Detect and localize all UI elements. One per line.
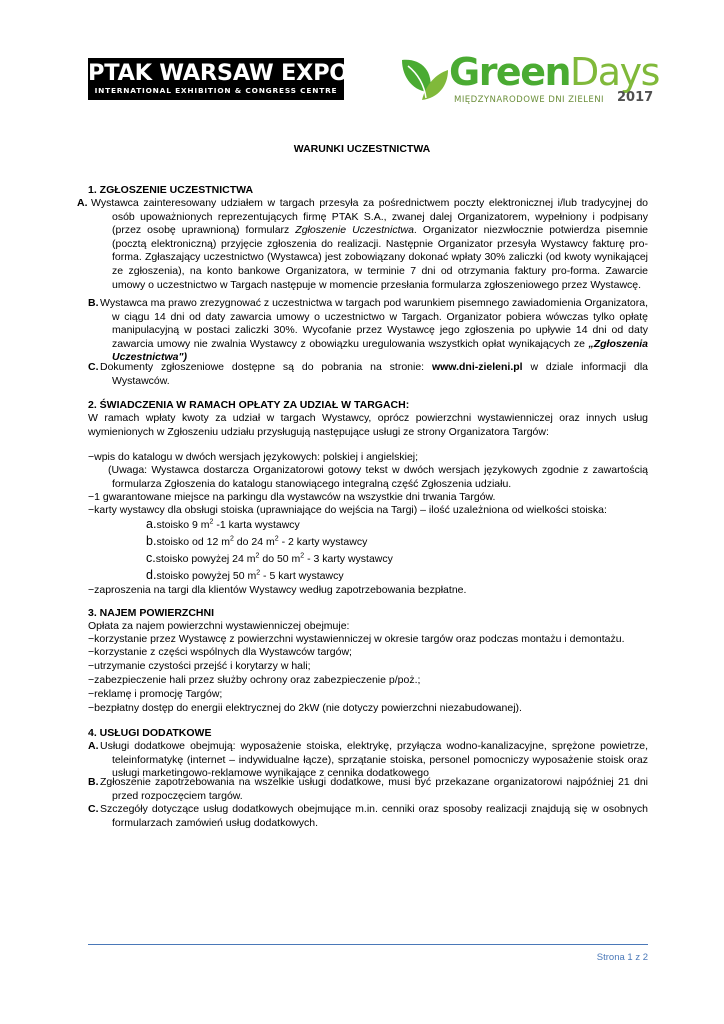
section-4-heading: 4. USŁUGI DODATKOWE	[88, 727, 212, 739]
gd-days-text: Days	[570, 50, 659, 94]
s2-list-c: c.stoisko powyżej 24 $m^2$ do 50 $m^2 - 3$ karty wystawcy	[146, 551, 393, 565]
s4-a-marker: A.	[88, 740, 99, 752]
website-link[interactable]: www.dni-zieleni.pl	[431, 361, 523, 373]
s4-c-marker: C.	[88, 803, 99, 815]
s3-item: −zabezpieczenie hali przez służby ochrony oraz zabezpieczenie p/poż.;	[88, 674, 421, 686]
s3-item: −korzystanie z części wspólnych dla Wystawców targów;	[88, 646, 352, 658]
s1-b-text: Wystawca ma prawo zrezygnować z uczestnictwa w targach pod warunkiem pisemnego zawiadomienia Organizatora, w ciągu 14 dni od daty zawarcia umowy o uczestnictwo w Targach. Organizator pobiera wówczas tylko opłatę manipulacyjną w postaci zaliczki 30%. Wycofanie przez Wystawcę jego zgłoszenia po upływie 14 dni od daty zawarcia umowy nie zwalnia Wystawcy z obowiązku uregulowania wszystkich opłat wynikających ze	[100, 297, 648, 350]
s2-parking-item: −1 gwarantowane miejsce na parkingu dla wystawców na wszystkie dni trwania Targów.	[88, 491, 496, 503]
s2-list-d: d.stoisko powyżej 50 $m^2 - 5$ kart wystawcy	[146, 568, 344, 582]
s2-list-a: a.stoisko 9 $m^2$ -1 karta wystawcy	[146, 517, 300, 531]
gd-subtitle: MIĘDZYNARODOWE DNI ZIELENI	[454, 95, 604, 105]
s1-a-text-2: . Organizator niezwłocznie potwierdza pisemnie (pocztą elektroniczną) przyjęcie zgłoszenia do realizacji. Następnie Organizator przesyła Wystawcy fakturę pro-forma. Zgłaszający uczestnictwo (Wystawca) jest zobowiązany dokonać wpłaty 30% zaliczki (od kwoty wynikającej ze zgłoszenia), na konto bankowe Organizatora, w terminie 7 dni od otrzymania faktury pro-forma. Zawarcie umowy o uczestnictwo w Targach następuje w momencie przesłania formularza zgłoszeniowego przez Wystawcę.	[112, 224, 648, 291]
s4-c-paragraph: Szczegóły dotyczące usług dodatkowych obejmujące m.in. cenniki oraz sposoby realizacji znajdują się w osobnych formularzach zamówień usług dodatkowych.	[100, 803, 648, 829]
section-2-heading: 2. ŚWIADCZENIA W RAMACH OPŁATY ZA UDZIAŁ W TARGACH:	[88, 399, 410, 411]
s2-note: (Uwaga: Wystawca dostarcza Organizatorowi gotowy tekst w dwóch wersjach językowych zgodnie z zawartością formularza Zgłoszenia do katalogu stanowiącego integralną część Zgłoszenia udziału.	[108, 464, 648, 490]
s2-badges-item: −karty wystawcy dla obsługi stoiska (uprawniające do wejścia na Targi) – ilość uzależniona od wielkości stoiska:	[88, 504, 607, 516]
s1-a-text-1: Wystawca zainteresowany udziałem w targach przesyła za pośrednictwem poczty elektronicznej i/lub tradycyjnej do osób upoważnionych reprezentujących firmę PTAK S.A., zwanej dalej Organizatorem, wypełniony i podpisany (przez osobę uprawnioną) formularz	[91, 197, 648, 237]
s1-a-paragraph	[91, 197, 648, 292]
s3-item: −bezpłatny dostęp do energii elektrycznej do 2kW (nie dotyczy powierzchni niezabudowanej).	[88, 702, 522, 714]
s1-c-text-2: w dziale informacji dla Wystawców.	[112, 361, 648, 387]
s4-b-paragraph: Zgłoszenie zapotrzebowania na wszelkie usługi dodatkowe, musi być przekazane organizatorowi najpóźniej 21 dni przed rozpoczęciem targów.	[100, 776, 648, 802]
s2-catalog-item: −wpis do katalogu w dwóch wersjach językowych: polskiej i angielskiej;	[88, 451, 419, 463]
s1-c-paragraph	[100, 361, 648, 388]
s1-c-marker: C.	[88, 361, 99, 373]
ptak-warsaw-expo-logo	[88, 58, 349, 100]
s2-invitations-item: −zaproszenia na targi dla klientów Wystawcy według zapotrzebowania bezpłatne.	[88, 584, 467, 596]
section-1-heading: 1. ZGŁOSZENIE UCZESTNICTWA	[88, 184, 254, 196]
s1-a-form-name: Zgłoszenie Uczestnictwa	[295, 224, 414, 237]
gd-green-text: Green	[449, 50, 571, 94]
s1-b-marker: B.	[88, 297, 99, 309]
ptak-logo-title: PTAK WARSAW EXPO	[88, 60, 349, 86]
s2-list-b: b.stoisko od 12 $m^2$ do 24 $m^2 - 2$ karty wystawcy	[146, 534, 368, 548]
s2-intro: W ramach wpłaty kwoty za udział w targach Wystawcy, oprócz powierzchni wystawienniczej oraz innych usług wymienionych w Zgłoszeniu udziału przysługują następujące usługi ze strony Organizatora Targów:	[88, 412, 648, 438]
green-days-logo	[400, 50, 659, 112]
green-days-wordmark	[449, 50, 659, 94]
ptak-logo-subtitle: INTERNATIONAL EXHIBITION & CONGRESS CENTRE	[94, 86, 338, 95]
s4-b-marker: B.	[88, 776, 99, 788]
page-number: Strona 1 z 2	[596, 952, 648, 963]
page-title: WARUNKI UCZESTNICTWA	[293, 143, 431, 155]
s1-b-form-name: „Zgłoszenia Uczestnictwa")	[112, 337, 648, 364]
s3-item: −reklamę i promocję Targów;	[88, 688, 223, 700]
s3-intro: Opłata za najem powierzchni wystawienniczej obejmuje:	[88, 620, 350, 632]
leaf-icon	[400, 54, 450, 106]
gd-year: 2017	[617, 90, 654, 105]
s1-c-text-1: Dokumenty zgłoszeniowe dostępne są do pobrania na stronie:	[100, 361, 432, 373]
s4-a-paragraph: Usługi dodatkowe obejmują: wyposażenie stoiska, elektrykę, przyłącza wodno-kanalizacyjne, sprężone powietrze, teleinformatykę (internet – indywidualne łącze), sprzątanie stoiska, personel pomocniczy wyposażenie stoisk oraz usługi marketingowo-reklamowe wynikające z cennika dodatkowego	[100, 740, 648, 780]
footer-divider	[88, 944, 648, 945]
s3-item: −utrzymanie czystości przejść i korytarzy w hali;	[88, 660, 311, 672]
s1-b-paragraph	[100, 297, 648, 365]
s1-a-marker: A.	[77, 197, 88, 209]
s3-item: −korzystanie przez Wystawcę z powierzchni wystawienniczej w okresie targów oraz podczas montażu i demontażu.	[88, 633, 625, 645]
section-3-heading: 3. NAJEM POWIERZCHNI	[88, 607, 215, 619]
